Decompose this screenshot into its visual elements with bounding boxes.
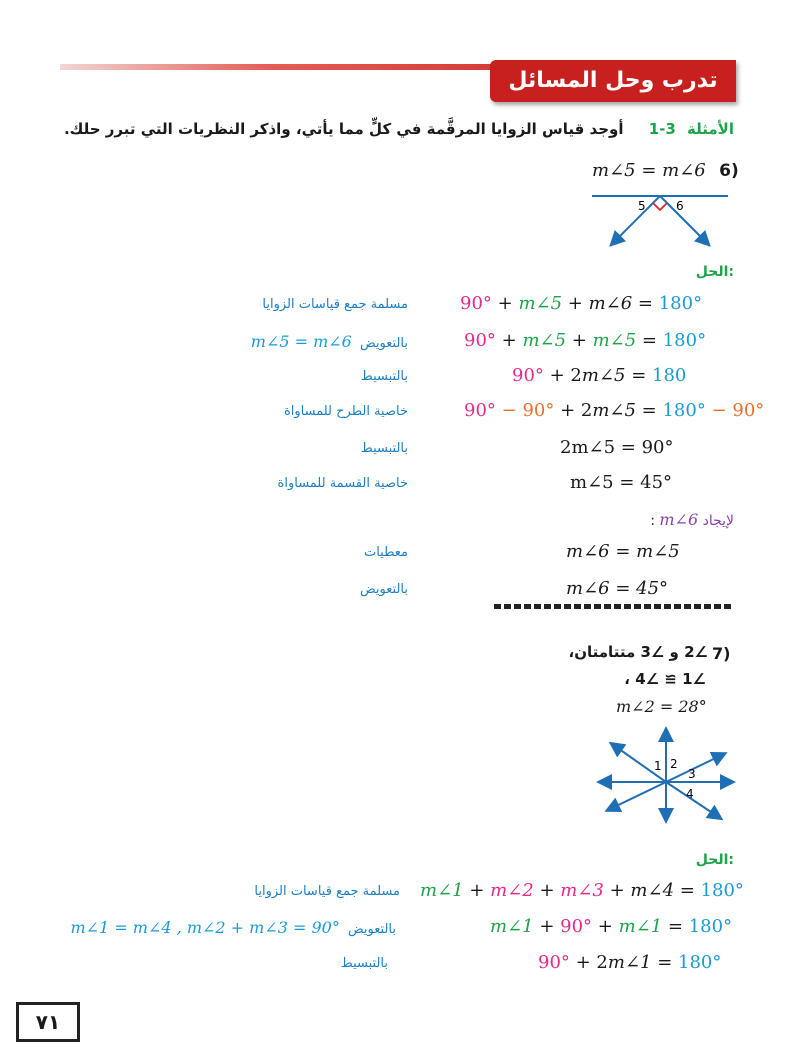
p7-step2-reason-text: بالتعويض (348, 922, 396, 937)
problem7-given-1: ∠2 و ∠3 متتامتان، (568, 643, 708, 661)
p6-find-step2-reason: بالتعويض (360, 582, 408, 597)
page-number: ٧١ (16, 1002, 80, 1042)
p6-step3-reason: بالتبسيط (360, 369, 408, 384)
p6-find-step1-reason: معطيات (363, 545, 408, 560)
p6-find-line (650, 510, 734, 529)
p6-step5-reason: بالتبسيط (360, 441, 408, 456)
right-ray (660, 196, 708, 244)
problem7-given-2: ∠1 ≅ ∠4 ، (624, 670, 706, 688)
angle-label-6: 6 (676, 199, 684, 213)
angle-label-2: 2 (670, 757, 678, 771)
left-ray (612, 196, 660, 244)
problem7-given-3: m∠2 = 28° (616, 697, 707, 716)
p6-find-colon: : (650, 513, 655, 529)
p6-step6-expr: m∠5 = 45° (570, 472, 673, 493)
problem7-solution-label: الحل: (695, 852, 734, 868)
p7-step1-reason: مسلمة جمع قياسات الزوايا (254, 884, 400, 899)
p6-step4-expr: 90° − 90° + 2m∠5 = 180° − 90° (464, 400, 765, 421)
angle-label-5: 5 (638, 199, 646, 213)
p7-step3-reason: بالتبسيط (340, 956, 388, 971)
problem7-figure (596, 724, 736, 824)
p7-step2-reason (70, 918, 396, 937)
right-angle-mark (653, 203, 667, 210)
p6-step1-reason: مسلمة جمع قياسات الزوايا (262, 297, 408, 312)
problem6-figure (590, 188, 730, 266)
p6-step2-expr: 90° + m∠5 + m∠5 = 180° (464, 330, 707, 351)
p6-find-target: m∠6 (659, 510, 699, 529)
p6-step2-reason (251, 332, 408, 351)
problem6-solution-label: الحل: (695, 264, 734, 280)
section-divider (494, 604, 732, 609)
examples-label: الأمثلة (687, 120, 734, 138)
angle-label-3: 3 (688, 767, 696, 781)
p6-step3-expr: 90° + 2m∠5 = 180 (512, 365, 687, 386)
p6-step2-reason-text: بالتعويض (360, 336, 408, 351)
section-banner: تدرب وحل المسائل (490, 60, 736, 102)
problem6-number: 6) (719, 161, 739, 181)
p6-step1-expr: 90° + m∠5 + m∠6 = 180° (460, 293, 703, 314)
p6-step6-reason: خاصية القسمة للمساواة (277, 476, 408, 491)
p6-find-label: لإيجاد (702, 513, 734, 529)
p6-step2-reason-math: m∠5 = m∠6 (250, 332, 352, 351)
problem6-header (592, 160, 739, 181)
angle-label-4: 4 (686, 787, 694, 801)
instructions-line (64, 120, 734, 138)
angle-label-1: 1 (654, 759, 662, 773)
p6-find-step2-expr: m∠6 = 45° (566, 578, 669, 599)
p7-step1-expr: m∠1 + m∠2 + m∠3 + m∠4 = 180° (420, 880, 744, 901)
examples-range: 1-3 (648, 120, 676, 138)
p7-step2-expr: m∠1 + 90° + m∠1 = 180° (490, 916, 733, 937)
p7-step3-expr: 90° + 2m∠1 = 180° (538, 952, 722, 973)
diagonal-b-down (608, 782, 666, 810)
p6-find-step1-expr: m∠6 = m∠5 (566, 541, 680, 562)
problem6-statement: m∠5 = m∠6 (592, 160, 706, 181)
problem7-number: 7) (712, 644, 731, 663)
p6-step5-expr: 2m∠5 = 90° (560, 437, 674, 458)
instructions-text: أوجد قياس الزوايا المرقَّمة في كلٍّ مما يأتي، واذكر النظريات التي تبرر حلك. (63, 120, 624, 138)
p6-step4-reason: خاصية الطرح للمساواة (283, 404, 408, 419)
p7-step2-reason-math: m∠1 = m∠4 , m∠2 + m∠3 = 90° (70, 918, 340, 937)
